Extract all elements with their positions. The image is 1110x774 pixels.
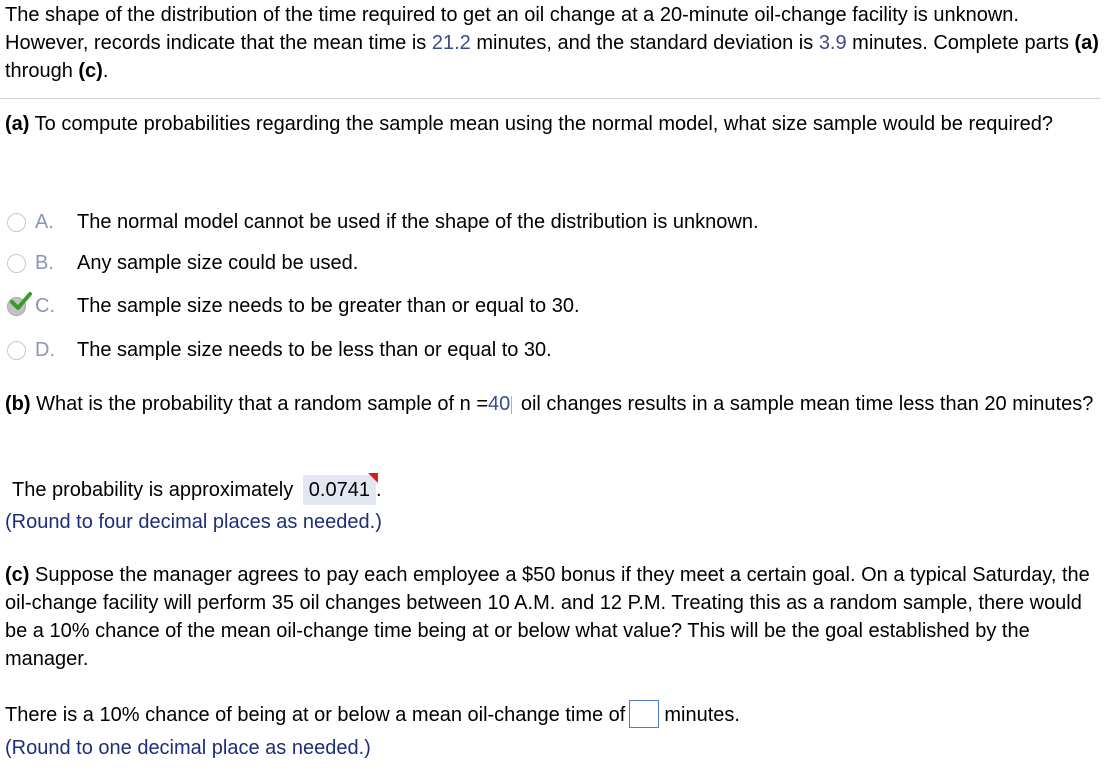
option-d-text: The sample size needs to be less than or equal to 30. [77,339,552,361]
part-c-hint: (Round to one decimal place as needed.) [5,737,371,759]
option-b-letter: B. [35,252,54,274]
option-b[interactable] [7,249,358,277]
option-d-radio[interactable] [7,341,26,360]
option-c-letter: C. [35,295,55,317]
flag-icon [368,473,378,483]
option-b-text: Any sample size could be used. [77,252,359,274]
problem-statement [5,1,1100,85]
divider [0,98,1100,99]
intro-text-4: through [5,60,79,82]
option-b-radio[interactable] [7,254,26,273]
sd-value: 3.9 [818,32,847,54]
option-c-radio[interactable] [7,297,26,316]
part-b-label: (b) [5,393,31,415]
text-caret [511,396,512,414]
part-b-answer-value: 0.0741 [308,479,370,501]
option-c-text: The sample size needs to be greater than or equal to 30. [77,295,580,317]
part-c-answer-prefix: There is a 10% chance of being at or below a mean oil-change time of [5,704,626,726]
option-a[interactable] [7,208,759,236]
intro-part-a: (a) [1074,32,1099,54]
option-a-text: The normal model cannot be used if the shape of the distribution is unknown. [77,211,759,233]
intro-text-5: . [102,60,109,82]
sample-size-value: 40 [488,393,511,415]
part-b-question [5,390,1100,418]
part-a-label: (a) [5,113,30,135]
part-a-text: To compute probabilities regarding the sample mean using the normal model, what size sample would be required? [29,113,1053,135]
part-c-text: Suppose the manager agrees to pay each employee a $50 bonus if they meet a certain goal. On a typical Saturday, the oil-change facility will perform 35 oil changes between 10 A.M. and 12 P.M. Treating this as a random sample, there would be a 10% chance of the mean oil-change time being at or below what value? This will be the goal established by the manager. [5,564,1090,670]
part-b-answer-line [12,475,1107,505]
check-icon [10,292,32,312]
option-c[interactable] [7,292,580,320]
part-c-answer-line [5,701,1100,730]
intro-text-1: The shape of the distribution of the time required to get an oil change at a 20-minute oil-change facility is unknown. However, records indicate that the mean time is [5,4,1019,54]
part-b-answer-suffix: . [375,479,382,501]
part-b-text-1: What is the probability that a random sample of n = [30,393,489,415]
part-a-question [5,110,1100,138]
part-c-question [5,561,1100,673]
intro-part-c: (c) [78,60,103,82]
intro-text-2: minutes, and the standard deviation is [470,32,819,54]
part-c-label: (c) [5,564,30,586]
mean-value: 21.2 [431,32,471,54]
option-d-letter: D. [35,339,55,361]
intro-text-3: minutes. Complete parts [846,32,1075,54]
option-d[interactable] [7,336,552,364]
part-b-hint: (Round to four decimal places as needed.) [5,511,382,533]
part-c-answer-suffix: minutes. [664,704,740,726]
part-b-answer-prefix: The probability is approximately [12,479,299,501]
option-a-letter: A. [35,211,54,233]
part-c-answer-input[interactable] [629,700,659,728]
part-b-answer-box[interactable] [303,475,376,505]
option-a-radio[interactable] [7,213,26,232]
part-b-text-2: oil changes results in a sample mean time less than 20 minutes? [515,393,1094,415]
